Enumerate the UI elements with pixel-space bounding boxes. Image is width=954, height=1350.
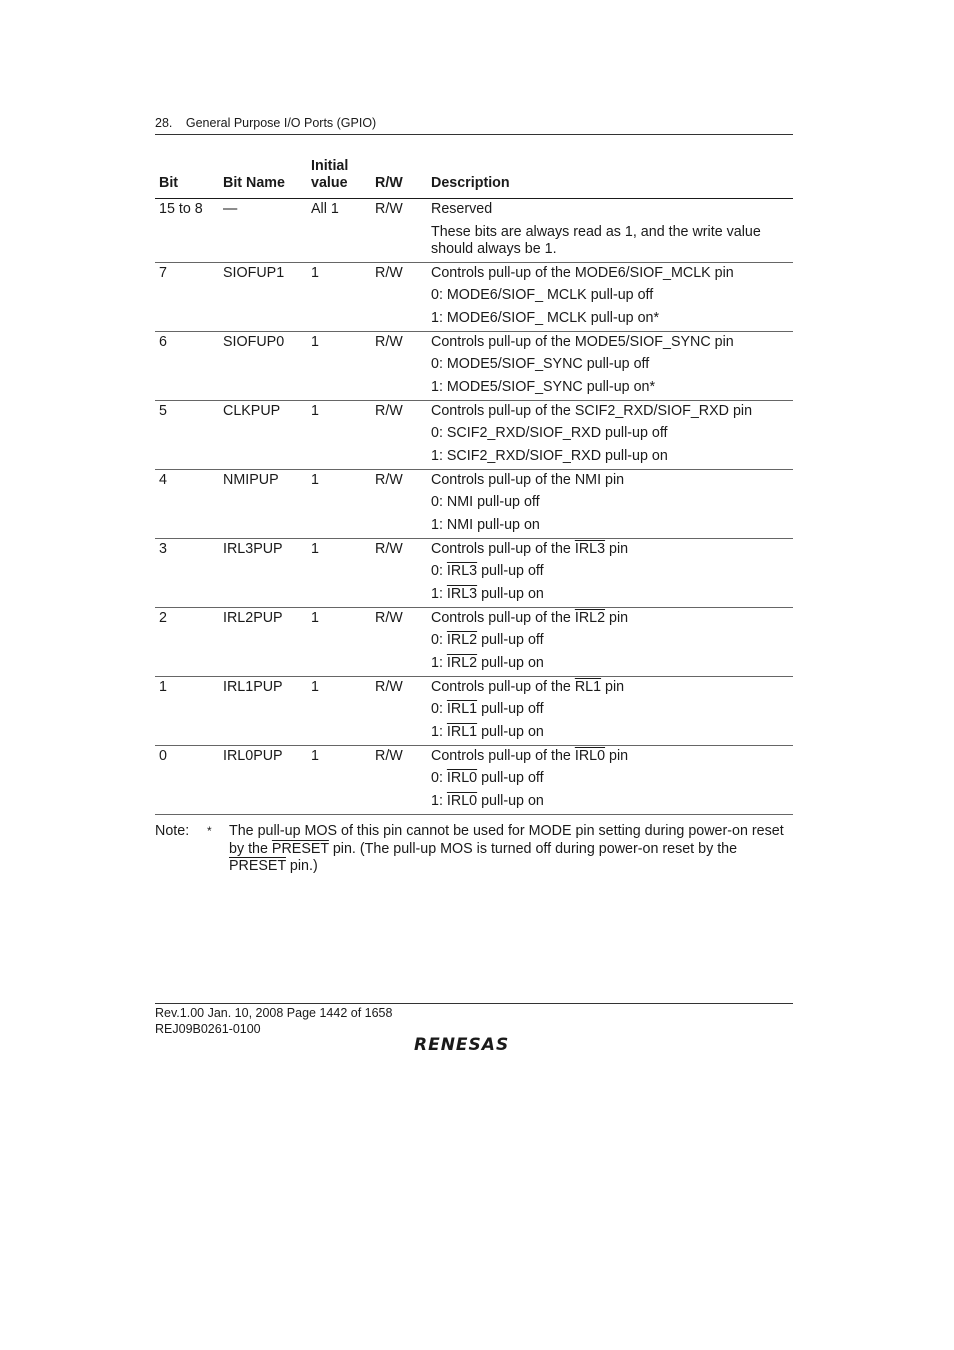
rw-cell: R/W (371, 199, 427, 263)
note-text: The pull-up MOS of this pin cannot be used for MODE pin setting during power-on reset by the PRESET pin. (The pull-up MOS is turned off during power-on reset by the PRESET pin.) (229, 823, 784, 874)
signal-name: IRL0 (446, 770, 478, 786)
renesas-logo: RENESAS (414, 1035, 510, 1055)
page-header (155, 115, 793, 135)
col-rw: R/W (371, 158, 427, 199)
description-line: 1: MODE5/SIOF_SYNC pull-up on* (431, 378, 656, 395)
initial-cell: 1 (307, 469, 371, 538)
description-line: Controls pull-up of the IRL0 pin (431, 747, 629, 764)
table-row (155, 469, 793, 538)
initial-cell: 1 (307, 676, 371, 745)
bit-cell: 15 to 8 (155, 199, 219, 263)
table-row (155, 538, 793, 607)
rw-cell: R/W (371, 538, 427, 607)
description-line: 0: IRL1 pull-up off (431, 701, 544, 717)
table-row (155, 676, 793, 745)
description-line: 1: IRL0 pull-up on (431, 792, 544, 809)
initial-cell: 1 (307, 400, 371, 469)
page-footer (155, 1003, 793, 1037)
description-line: Controls pull-up of the IRL3 pin (431, 540, 629, 557)
signal-name: IRL1 (446, 701, 478, 717)
description-cell (427, 331, 793, 400)
initial-cell: All 1 (307, 199, 371, 263)
signal-name: IRL2 (574, 609, 606, 626)
initial-cell: 1 (307, 331, 371, 400)
revision-info: Rev.1.00 Jan. 10, 2008 Page 1442 of 1658 (155, 1006, 393, 1020)
bit-name-cell: IRL0PUP (219, 745, 307, 814)
description-cell (427, 607, 793, 676)
rw-cell: R/W (371, 745, 427, 814)
description-line: Controls pull-up of the SCIF2_RXD/SIOF_RXD pin (431, 402, 753, 419)
document-number: REJ09B0261-0100 (155, 1021, 261, 1036)
bit-name-cell: NMIPUP (219, 469, 307, 538)
description-line: Controls pull-up of the IRL2 pin (431, 609, 629, 626)
description-line: 0: IRL0 pull-up off (431, 770, 544, 786)
rw-cell: R/W (371, 331, 427, 400)
description-cell (427, 262, 793, 331)
description-line: 0: IRL3 pull-up off (431, 563, 544, 579)
bit-cell: 4 (155, 469, 219, 538)
note-marker: * (207, 824, 212, 838)
rw-cell: R/W (371, 469, 427, 538)
table-row (155, 262, 793, 331)
initial-cell: 1 (307, 607, 371, 676)
section-number: 28. (155, 116, 173, 130)
signal-name: IRL0 (574, 747, 606, 764)
description-line: Controls pull-up of the RL1 pin (431, 678, 625, 695)
bit-cell: 5 (155, 400, 219, 469)
table-row (155, 745, 793, 814)
signal-name: IRL3 (446, 563, 478, 579)
description-cell (427, 400, 793, 469)
description-line: Controls pull-up of the NMI pin (431, 471, 625, 488)
description-line: 1: SCIF2_RXD/SIOF_RXD pull-up on (431, 447, 668, 464)
signal-name: IRL2 (446, 632, 478, 648)
description-line: 1: IRL1 pull-up on (431, 723, 544, 740)
description-line: 1: MODE6/SIOF_ MCLK pull-up on* (431, 309, 660, 326)
description-cell (427, 676, 793, 745)
col-initial-value: Initial value (307, 158, 371, 199)
rw-cell: R/W (371, 400, 427, 469)
bit-name-cell: IRL1PUP (219, 676, 307, 745)
description-line: 0: SCIF2_RXD/SIOF_RXD pull-up off (431, 425, 668, 441)
description-line: Controls pull-up of the MODE5/SIOF_SYNC pin (431, 333, 734, 350)
bit-cell: 7 (155, 262, 219, 331)
table-header-row (155, 158, 793, 199)
section-title: General Purpose I/O Ports (GPIO) (185, 116, 377, 130)
signal-name: IRL3 (574, 540, 606, 557)
rw-cell: R/W (371, 607, 427, 676)
initial-cell: 1 (307, 262, 371, 331)
table-row (155, 607, 793, 676)
bit-cell: 2 (155, 607, 219, 676)
description-cell (427, 538, 793, 607)
description-line: Reserved (431, 201, 493, 217)
table-row (155, 400, 793, 469)
bit-name-cell: CLKPUP (219, 400, 307, 469)
description-line: 1: IRL2 pull-up on (431, 654, 544, 671)
register-bit-table (155, 158, 793, 815)
description-cell (427, 469, 793, 538)
initial-cell: 1 (307, 745, 371, 814)
rw-cell: R/W (371, 262, 427, 331)
col-description: Description (427, 158, 793, 199)
table-row (155, 331, 793, 400)
bit-name-cell: — (219, 199, 307, 263)
signal-name: PRESET (271, 840, 329, 857)
bit-cell: 1 (155, 676, 219, 745)
description-line: 0: MODE5/SIOF_SYNC pull-up off (431, 356, 650, 372)
bit-name-cell: IRL3PUP (219, 538, 307, 607)
description-line: 0: MODE6/SIOF_ MCLK pull-up off (431, 287, 654, 303)
table-note (155, 823, 793, 876)
description-cell (427, 199, 793, 263)
bit-cell: 3 (155, 538, 219, 607)
rw-cell: R/W (371, 676, 427, 745)
note-label: Note: (155, 823, 190, 839)
signal-name: PRESET (229, 858, 286, 874)
description-line: These bits are always read as 1, and the write value should always be 1. (431, 223, 761, 257)
col-bit-name: Bit Name (219, 158, 307, 199)
initial-cell: 1 (307, 538, 371, 607)
signal-name: IRL0 (446, 792, 478, 809)
description-line: 1: NMI pull-up on (431, 516, 540, 533)
description-line: 1: IRL3 pull-up on (431, 585, 544, 602)
bit-name-cell: SIOFUP0 (219, 331, 307, 400)
description-line: 0: NMI pull-up off (431, 494, 540, 510)
description-cell (427, 745, 793, 814)
bit-cell: 6 (155, 331, 219, 400)
signal-name: RL1 (574, 678, 602, 695)
col-bit: Bit (155, 158, 219, 199)
description-line: 0: IRL2 pull-up off (431, 632, 544, 648)
table-row (155, 199, 793, 263)
signal-name: IRL1 (446, 723, 478, 740)
signal-name: IRL2 (446, 654, 478, 671)
bit-name-cell: IRL2PUP (219, 607, 307, 676)
signal-name: IRL3 (446, 585, 478, 602)
bit-name-cell: SIOFUP1 (219, 262, 307, 331)
bit-cell: 0 (155, 745, 219, 814)
description-line: Controls pull-up of the MODE6/SIOF_MCLK pin (431, 264, 734, 281)
